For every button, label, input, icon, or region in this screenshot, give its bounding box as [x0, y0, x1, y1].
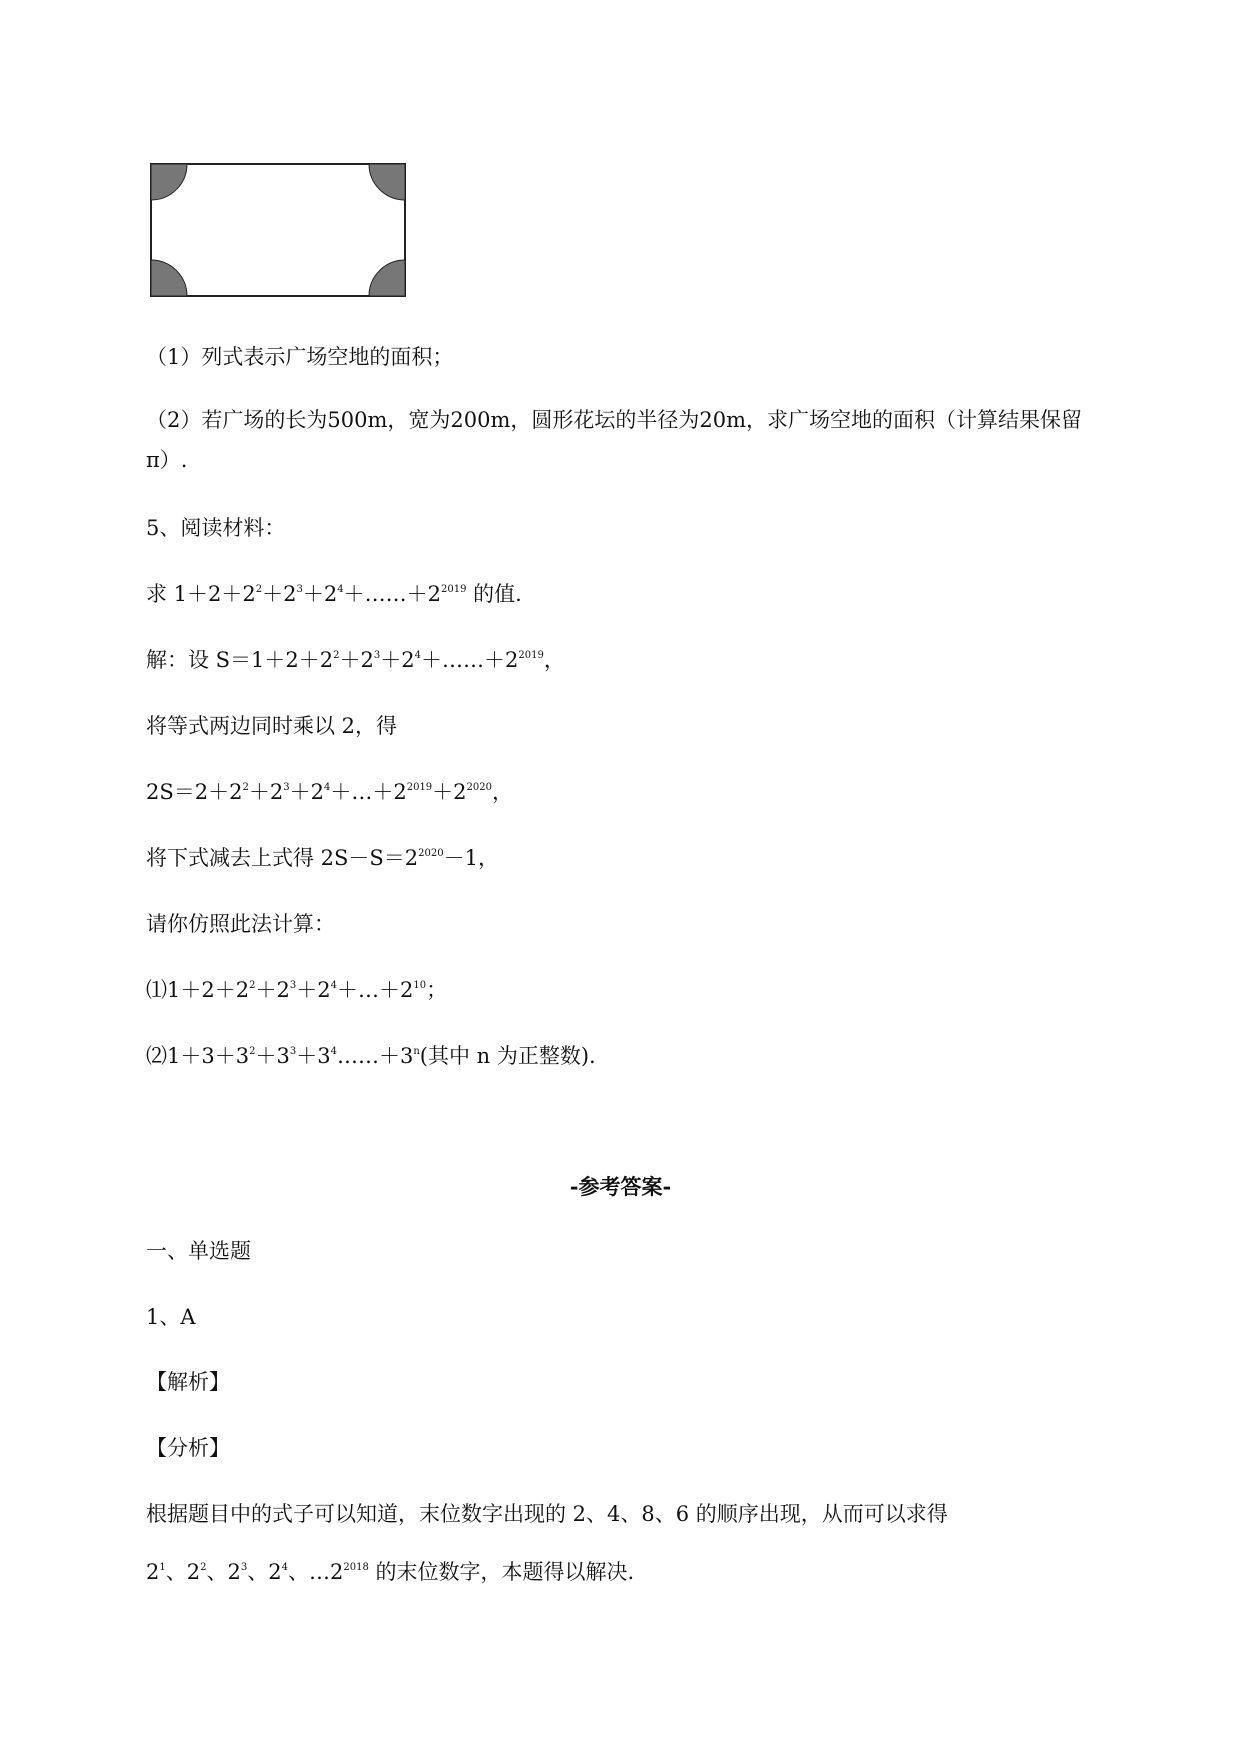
q5-line8: $⑵1+3+3^2+3^3+3^4\dots\dots+3^n$(其中 n 为正整数).	[146, 1044, 596, 1068]
q5-line2: 解：设 $S=1+2+2^2+2^3+2^4+\dots\dots+2^{2019}$，	[146, 648, 565, 672]
q4-part2: （2）若广场的长为500m，宽为200m，圆形花坛的半径为20m，求广场空地的面积（计算结果保留	[146, 408, 1083, 432]
answers-heading: -参考答案-	[569, 1174, 672, 1199]
q5-line7: $⑴1+2+2^2+2^3+2^4+\dots+2^{10}$；	[146, 978, 448, 1002]
q5-line6: 请你仿照此法计算：	[146, 912, 335, 936]
q4-part1: （1）列式表示广场空地的面积；	[146, 345, 454, 369]
q5-line4: $2S=2+2^2+2^3+2^4+\dots+2^{2019}+2^{2020}$，	[146, 780, 513, 804]
plaza-diagram	[150, 163, 406, 297]
analysis-line1: 根据题目中的式子可以知道，末位数字出现的 2、4、8、6 的顺序出现，从而可以求得	[146, 1502, 948, 1526]
q5-line1: 求 $1+2+2^2+2^3+2^4+\dots\dots+2^{2019}$ 的值.	[146, 582, 522, 606]
analysis-line2: $2^1$、$2^2$、$2^3$、$2^4$、$\dots 2^{2018}$ 的末位数字，本题得以解决.	[146, 1560, 635, 1584]
q5-line5: 将下式减去上式得 $2S-S=2^{2020}-1$，	[146, 846, 499, 870]
answer-item-1: 1、A	[146, 1305, 196, 1329]
section-title: 一、单选题	[146, 1239, 251, 1263]
q4-part2-cont: π）.	[146, 448, 188, 472]
jiexi-label: 【解析】	[146, 1370, 230, 1394]
q5-line3: 将等式两边同时乘以 2，得	[146, 714, 398, 738]
fenxi-label: 【分析】	[146, 1436, 230, 1460]
q5-title: 5、阅读材料：	[146, 516, 286, 540]
